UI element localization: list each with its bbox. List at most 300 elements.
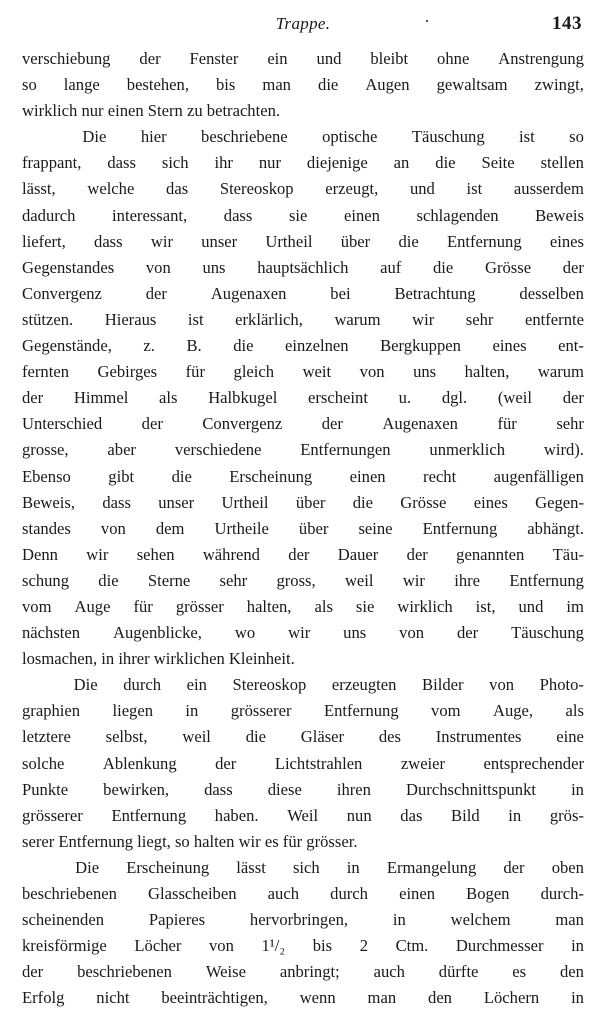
word: Bilder	[422, 675, 464, 695]
text-line	[22, 959, 584, 985]
word: der	[406, 544, 428, 564]
word: erzeugten	[331, 675, 397, 695]
word: durch-	[540, 884, 584, 903]
word: Papieres	[148, 910, 206, 930]
text-line	[22, 594, 584, 620]
word: schung	[22, 570, 70, 590]
word: Bild	[451, 805, 480, 825]
word: Lichtstrahlen	[274, 753, 363, 773]
word: der	[22, 388, 44, 408]
word: Durchmesser	[455, 936, 544, 956]
word: Erscheinung	[126, 857, 210, 877]
text-line	[22, 281, 584, 307]
text-line	[22, 985, 584, 1011]
word: des	[378, 727, 401, 747]
word: halten,	[246, 596, 292, 616]
word: Urtheil	[221, 492, 269, 512]
word: in	[571, 988, 584, 1008]
word: Durchschnittspunkt	[406, 779, 537, 799]
word: einen	[399, 884, 436, 903]
word: Ebenso	[22, 466, 71, 486]
word: dass	[204, 779, 233, 799]
word: in	[571, 936, 584, 956]
word: wirklich	[397, 596, 453, 616]
word: Betrachtung	[394, 283, 476, 303]
word: wir	[86, 544, 109, 564]
word: über	[298, 518, 329, 538]
word: den	[559, 962, 584, 982]
word: warum	[334, 309, 381, 329]
word: die	[433, 257, 454, 277]
word: dürfte	[438, 962, 479, 982]
word: hier	[140, 127, 167, 147]
word: ausserdem	[513, 179, 584, 199]
text-line	[22, 698, 584, 724]
word: selbst,	[105, 727, 148, 747]
word: Die	[75, 857, 100, 877]
word: halten,	[464, 362, 510, 382]
word: Löchern	[483, 988, 540, 1008]
word: Erfolg	[22, 988, 65, 1008]
word: ist	[187, 309, 204, 329]
word: interessant,	[112, 205, 188, 225]
word: der	[321, 414, 343, 434]
word: Photo-	[539, 675, 584, 695]
word: der	[215, 753, 237, 773]
word: ein	[267, 49, 288, 68]
text-line	[22, 568, 584, 594]
word: diese	[267, 779, 302, 799]
word: 1¹/₂	[261, 936, 286, 956]
word: Bergkuppen	[380, 336, 461, 356]
word: einen	[349, 466, 386, 486]
word: stellen	[540, 153, 584, 173]
word: Auge	[74, 596, 111, 616]
word: Fenster	[189, 49, 239, 68]
word: Gegenstände,	[22, 336, 112, 356]
word: Gebirges	[97, 362, 158, 382]
word: ist,	[475, 596, 496, 616]
text-line	[22, 933, 584, 959]
word: verschiebung	[22, 49, 111, 68]
word: als	[565, 701, 584, 721]
word: welchem	[450, 910, 511, 930]
word: man	[367, 988, 397, 1008]
word: sie	[355, 596, 375, 616]
paragraph	[22, 672, 584, 855]
word: sehr	[556, 414, 584, 434]
text-line	[22, 907, 584, 933]
word: Löcher	[134, 936, 182, 956]
text-line	[22, 516, 584, 542]
word: welche	[87, 179, 135, 199]
text-line: losmachen, in ihrer wirklichen Kleinheit.	[22, 649, 295, 669]
word: augenfälligen	[493, 466, 584, 486]
word: nächsten	[22, 623, 81, 643]
word: zwingt,	[534, 75, 584, 95]
word: dass	[223, 205, 253, 225]
word: Himmel	[73, 388, 129, 408]
word: durch	[123, 675, 162, 695]
word: Dauer	[337, 544, 379, 564]
word: auch	[267, 884, 299, 903]
word: bis	[216, 75, 236, 95]
word: und	[316, 49, 342, 68]
word: sehr	[465, 309, 494, 329]
word: standes	[22, 518, 71, 538]
word: u.	[398, 388, 412, 408]
text-line	[22, 751, 584, 777]
word: wird).	[543, 440, 584, 460]
word: Punkte	[22, 779, 69, 799]
text-line	[22, 176, 584, 202]
word: 2	[359, 936, 368, 956]
word: die	[352, 492, 373, 512]
word: Beweis	[535, 205, 584, 225]
word: B.	[186, 336, 202, 356]
word: Augen	[365, 75, 410, 95]
word: wir	[288, 623, 311, 643]
word: in	[508, 805, 522, 825]
word: lässt,	[22, 179, 56, 199]
word: Denn	[22, 544, 58, 564]
word: ohne	[437, 49, 470, 68]
word: Weil	[287, 805, 319, 825]
word: und	[518, 596, 544, 616]
text-line: wirklich nur einen Stern zu betrachten.	[22, 101, 281, 121]
word: und	[409, 179, 435, 199]
word: der	[456, 623, 479, 643]
word: gewaltsam	[436, 75, 508, 95]
word: Glasscheiben	[148, 884, 237, 903]
word: Grösse	[484, 257, 532, 277]
text-line	[22, 307, 584, 333]
text-line	[22, 255, 584, 281]
word: lässt	[236, 857, 266, 877]
word: der	[22, 962, 44, 982]
word: weil	[182, 727, 211, 747]
word: durch	[330, 884, 368, 903]
word: Gläser	[300, 727, 345, 747]
word: entsprechender	[483, 753, 584, 773]
word: hervorbringen,	[249, 910, 349, 930]
word: weit	[302, 362, 332, 382]
word: Ermangelung	[386, 857, 477, 877]
word: dem	[155, 518, 185, 538]
word: bewirken,	[103, 779, 170, 799]
word: grösser	[175, 596, 224, 616]
word: ihr	[214, 153, 233, 173]
word: als	[159, 388, 178, 408]
word: unser	[158, 492, 195, 512]
page-header	[22, 14, 584, 40]
text-line	[22, 881, 584, 907]
word: Täuschung	[411, 127, 485, 147]
word: Bogen	[466, 884, 510, 903]
word: genannten	[456, 544, 525, 564]
text-line	[22, 229, 584, 255]
text-line: serer Entfernung liegt, so halten wir es für grösser.	[22, 831, 358, 851]
word: seine	[358, 518, 393, 538]
text-line	[22, 777, 584, 803]
word: wir	[402, 570, 425, 590]
word: solche	[22, 753, 65, 773]
word: dgl.	[441, 388, 468, 408]
word: Ctm.	[395, 936, 429, 956]
word: grösserer	[230, 701, 292, 721]
word: erzeugt,	[325, 179, 379, 199]
word: beeinträchtigen,	[161, 988, 268, 1008]
word: liegen	[112, 701, 154, 721]
word: der	[141, 414, 163, 434]
word: Entfernungen	[300, 440, 391, 460]
word: ist	[519, 127, 535, 147]
word: Unterschied	[22, 414, 103, 434]
text-line	[22, 437, 584, 463]
paragraph	[22, 855, 584, 1012]
word: ent-	[558, 336, 584, 356]
word: auch	[373, 962, 405, 982]
text-line	[22, 490, 584, 516]
word: gibt	[108, 466, 135, 486]
word: im	[566, 596, 584, 616]
word: Die	[82, 127, 107, 147]
word: Urtheile	[214, 518, 269, 538]
word: der	[139, 49, 161, 68]
word: zweier	[400, 753, 446, 773]
word: Stereoskop	[232, 675, 307, 695]
word: Halbkugel	[208, 388, 278, 408]
word: diejenige	[306, 153, 368, 173]
word: Täu-	[552, 544, 584, 564]
word: für	[185, 362, 205, 382]
text-line	[22, 855, 584, 881]
word: schlagenden	[416, 205, 499, 225]
word: beschriebene	[201, 127, 288, 147]
word: als	[314, 596, 333, 616]
word: Auge,	[492, 701, 534, 721]
text-line	[22, 620, 584, 646]
word: recht	[423, 466, 457, 486]
word: während	[202, 544, 260, 564]
word: einzelnen	[285, 336, 349, 356]
word: Anstrengung	[498, 49, 584, 68]
word: Instrumentes	[435, 727, 522, 747]
text-line	[22, 150, 584, 176]
word: Entfernung	[111, 805, 187, 825]
word: Gegen-	[535, 492, 584, 512]
word: Augenaxen	[382, 414, 458, 434]
word: den	[428, 988, 452, 1008]
word: oben	[551, 857, 584, 877]
word: Augenaxen	[210, 283, 287, 303]
word: vom	[431, 701, 461, 721]
word: nun	[346, 805, 372, 825]
word: vom	[22, 596, 52, 616]
word: sehr	[219, 570, 248, 590]
word: sich	[292, 857, 320, 877]
word: die	[318, 75, 339, 95]
word: die	[245, 727, 266, 747]
text-line	[22, 411, 584, 437]
word: die	[98, 570, 119, 590]
word: z.	[143, 336, 155, 356]
word: bis	[312, 936, 333, 956]
word: kreisförmige	[22, 936, 107, 956]
text-line	[22, 724, 584, 750]
word: Sterne	[147, 570, 191, 590]
word: Urtheil	[265, 231, 313, 251]
text-line	[22, 542, 584, 568]
word: desselben	[519, 283, 584, 303]
word: lange	[63, 75, 100, 95]
paragraph-indent	[22, 855, 48, 881]
word: uns	[343, 623, 367, 643]
word: dass	[94, 231, 123, 251]
paragraph	[22, 124, 584, 672]
text-line	[22, 464, 584, 490]
word: grös-	[549, 805, 584, 825]
word: von	[208, 936, 234, 956]
word: über	[295, 492, 326, 512]
word: scheinenden	[22, 910, 105, 930]
word: von	[100, 518, 126, 538]
word: unser	[201, 231, 238, 251]
word: optische	[322, 127, 378, 147]
word: ihre	[454, 570, 481, 590]
word: fernten	[22, 362, 69, 382]
word: nur	[258, 153, 281, 173]
word: über	[340, 231, 371, 251]
page-number: 143	[552, 13, 582, 34]
word: sehen	[136, 544, 175, 564]
word: der	[562, 388, 584, 408]
word: für	[497, 414, 517, 434]
word: so	[569, 127, 584, 147]
text-line	[22, 124, 584, 150]
word: das	[166, 179, 189, 199]
word: Convergenz	[202, 414, 283, 434]
word: an	[393, 153, 410, 173]
text-line	[22, 385, 584, 411]
word: in	[392, 910, 406, 930]
word: Gegenstandes	[22, 257, 115, 277]
word: grosse,	[22, 440, 69, 460]
paragraph-indent	[22, 672, 48, 698]
word: warum	[537, 362, 584, 382]
running-title: Trappe.	[275, 14, 331, 33]
header-dot-mark	[426, 20, 428, 22]
word: die	[398, 231, 419, 251]
word: der	[562, 257, 584, 277]
word: das	[400, 805, 423, 825]
word: grösserer	[22, 805, 83, 825]
word: von	[359, 362, 385, 382]
word: Grösse	[400, 492, 447, 512]
word: der	[288, 544, 310, 564]
word: wir	[412, 309, 435, 329]
text-line	[22, 72, 584, 98]
word: stützen.	[22, 309, 74, 329]
word: der	[503, 857, 525, 877]
text-line	[22, 46, 584, 72]
word: man	[555, 910, 584, 930]
word: für	[133, 596, 153, 616]
word: uns	[202, 257, 226, 277]
word: die	[233, 336, 254, 356]
word: gleich	[233, 362, 275, 382]
word: wo	[234, 623, 256, 643]
word: von	[145, 257, 171, 277]
word: ein	[186, 675, 207, 695]
word: Entfernung	[323, 701, 399, 721]
word: bestehen,	[126, 75, 189, 95]
word: aber	[107, 440, 136, 460]
word: einen	[343, 205, 380, 225]
word: Ablenkung	[102, 753, 177, 773]
word: Die	[73, 675, 98, 695]
word: hauptsächlich	[257, 257, 349, 277]
word: die	[435, 153, 456, 173]
word: ihren	[336, 779, 371, 799]
word: von	[489, 675, 515, 695]
text-line	[22, 359, 584, 385]
page-body-text	[22, 46, 584, 1011]
word: beschriebenen	[77, 962, 172, 982]
word: Seite	[481, 153, 515, 173]
word: wenn	[299, 988, 336, 1008]
word: Hieraus	[104, 309, 157, 329]
text-line	[22, 203, 584, 229]
word: so	[22, 75, 37, 95]
word: anbringt;	[279, 962, 340, 982]
word: haben.	[214, 805, 259, 825]
text-line	[22, 672, 584, 698]
word: erklärlich,	[235, 309, 303, 329]
word: Beweis,	[22, 492, 75, 512]
text-line	[22, 333, 584, 359]
word: die	[171, 466, 192, 486]
word: frappant,	[22, 153, 82, 173]
word: eine	[556, 727, 584, 747]
word: Entfernung	[422, 518, 498, 538]
word: sie	[288, 205, 308, 225]
word: dass	[102, 492, 131, 512]
word: dass	[107, 153, 136, 173]
word: erscheint	[308, 388, 368, 408]
word: in	[346, 857, 360, 877]
text-line	[22, 803, 584, 829]
word: eines	[492, 336, 527, 356]
word: entfernte	[525, 309, 584, 329]
word: auf	[380, 257, 402, 277]
word: man	[262, 75, 291, 95]
word: es	[512, 962, 527, 982]
word: Stereoskop	[219, 179, 294, 199]
word: uns	[413, 362, 437, 382]
word: eines	[473, 492, 508, 512]
word: von	[399, 623, 425, 643]
word: bleibt	[370, 49, 409, 68]
word: nicht	[96, 988, 130, 1008]
word: (weil	[497, 388, 533, 408]
word: wir	[150, 231, 173, 251]
word: liefert,	[22, 231, 66, 251]
word: bei	[330, 283, 351, 303]
paragraph	[22, 46, 584, 124]
word: dadurch	[22, 205, 76, 225]
word: verschiedene	[174, 440, 262, 460]
